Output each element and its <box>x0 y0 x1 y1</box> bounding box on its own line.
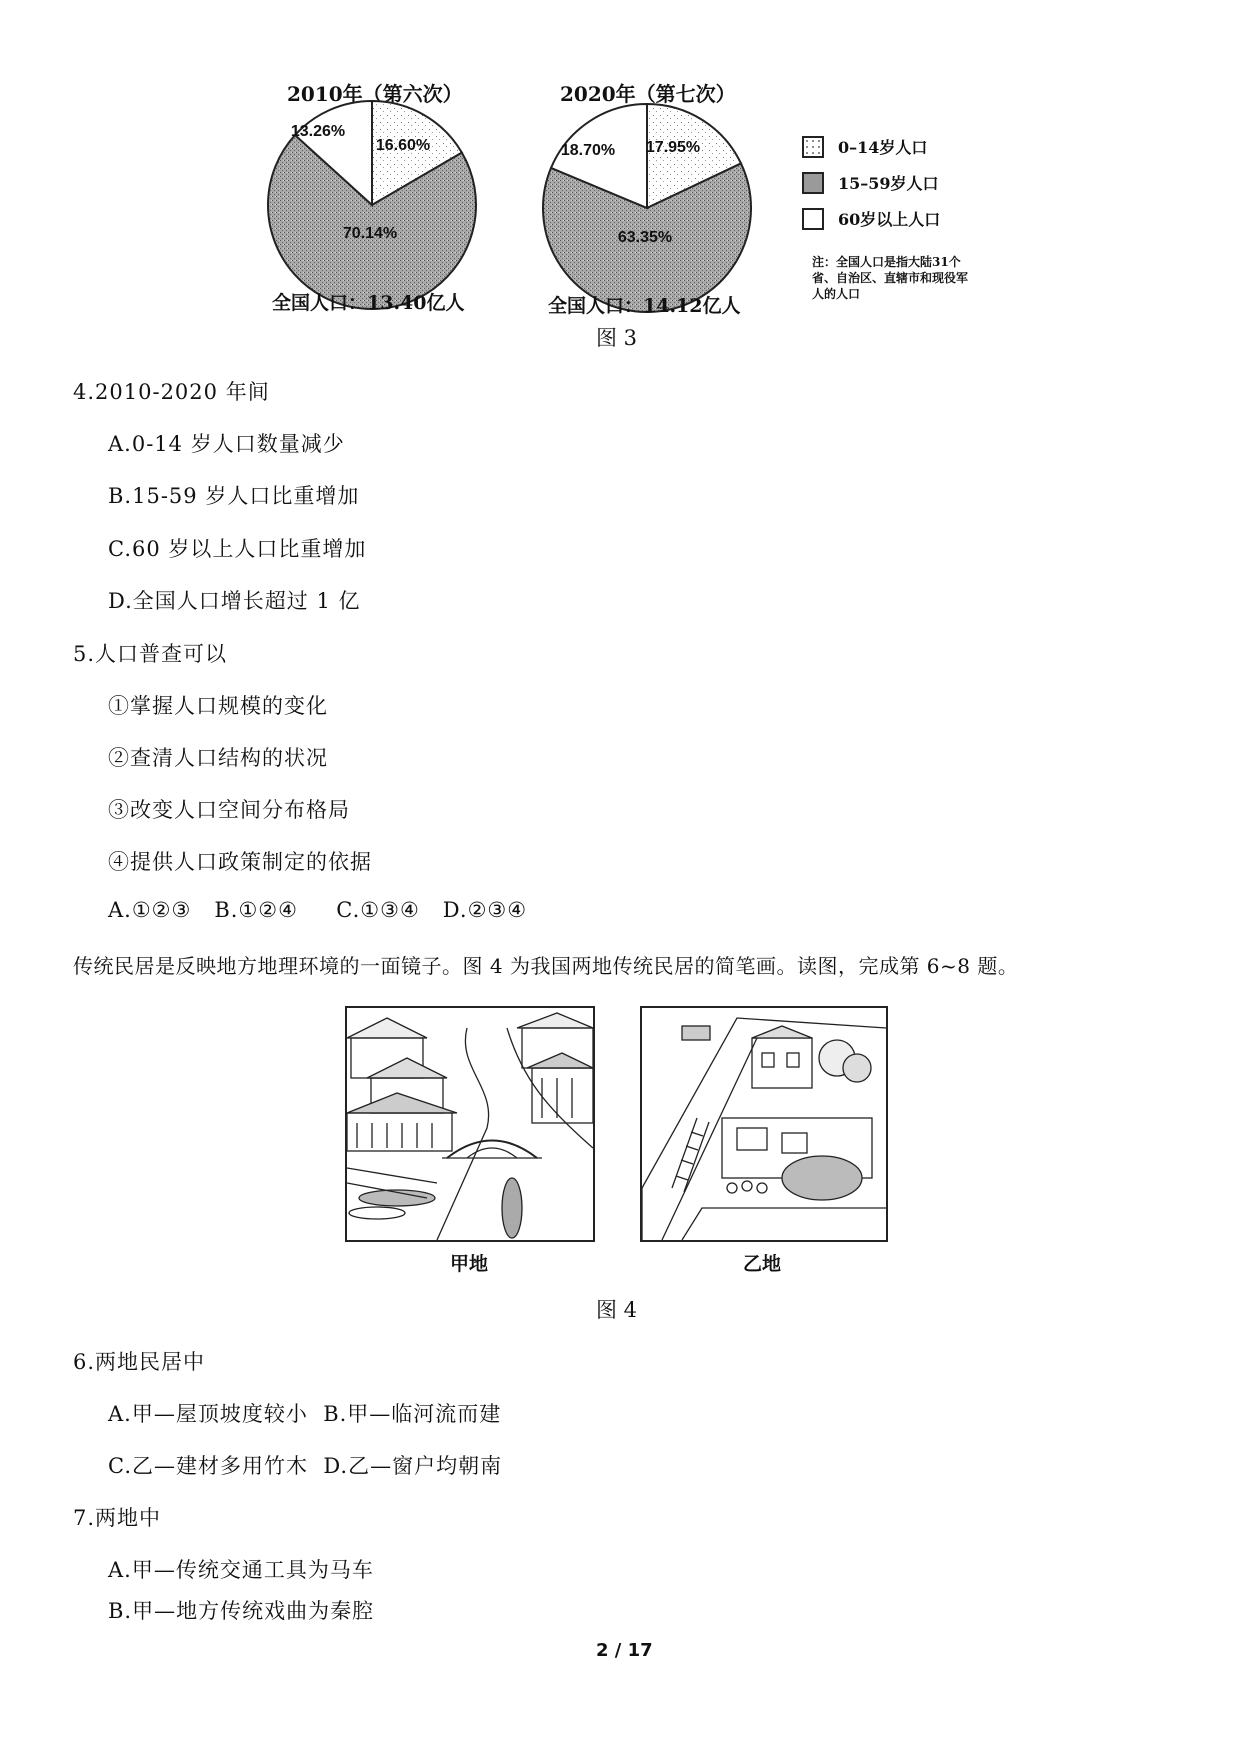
legend-note: 注：全国人口是指大陆31个省、自治区、直辖市和现役军人的人口 <box>812 255 969 301</box>
q4-option-d: D.全国人口增长超过 1 亿 <box>108 589 361 613</box>
legend-label-60plus: 60岁以上人口 <box>838 210 941 229</box>
pie-1-label-slice-15-59: 63.35% <box>617 229 673 246</box>
water-town-sketch-icon <box>347 1008 593 1240</box>
q4-option-c: C.60 岁以上人口比重增加 <box>108 537 367 561</box>
q5-item-2: ②查清人口结构的状况 <box>108 746 328 770</box>
q7-stem: 7.两地中 <box>73 1506 162 1530</box>
q6-stem: 6.两地民居中 <box>73 1350 206 1374</box>
q7-option-a: A.甲—传统交通工具为马车 <box>108 1558 374 1582</box>
q5-item-3: ③改变人口空间分布格局 <box>108 798 350 822</box>
q5-item-4: ④提供人口政策制定的依据 <box>108 850 372 874</box>
total-pop-2010: 全国人口：13.40亿人 <box>272 292 465 314</box>
pie-1-label-slice-60plus: 18.70% <box>560 142 616 159</box>
sketch-yi <box>640 1006 888 1242</box>
legend-swatch-0-14 <box>802 136 824 158</box>
pie-0-label-slice-0-14: 16.60% <box>375 137 431 154</box>
q5-item-1: ①掌握人口规模的变化 <box>108 694 328 718</box>
chart-title-2020: 2020年（第七次） <box>560 82 736 106</box>
chart-title-2010: 2010年（第六次） <box>287 82 463 106</box>
total-pop-2020: 全国人口：14.12亿人 <box>548 295 741 317</box>
pie-0-label-slice-15-59: 70.14% <box>342 225 398 242</box>
pie-2020 <box>543 104 751 312</box>
pie-0-label-slice-60plus: 13.26% <box>290 123 346 140</box>
legend-label-0-14: 0–14岁人口 <box>838 138 928 157</box>
q7-option-b: B.甲—地方传统戏曲为秦腔 <box>108 1599 375 1623</box>
page-number: 2 / 17 <box>596 1640 653 1661</box>
pie-charts <box>0 0 1240 320</box>
figure4-caption: 图 4 <box>596 1298 638 1322</box>
pie-2010 <box>268 101 476 309</box>
q5-stem: 5.人口普查可以 <box>73 642 228 666</box>
label-jia: 甲地 <box>450 1253 489 1275</box>
legend-swatch-60plus <box>802 208 824 230</box>
figure3-caption: 图 3 <box>596 326 638 350</box>
q4-stem: 4.2010-2020 年间 <box>73 380 270 404</box>
legend-label-15-59: 15–59岁人口 <box>838 174 939 193</box>
label-yi: 乙地 <box>743 1253 782 1275</box>
legend-swatch-15-59 <box>802 172 824 194</box>
q4-option-a: A.0-14 岁人口数量减少 <box>108 432 345 456</box>
q6-options-line2: C.乙—建材多用竹木 D.乙—窗户均朝南 <box>108 1454 503 1478</box>
pie-1-label-slice-0-14: 17.95% <box>645 139 701 156</box>
q5-answers: A.①②③ B.①②④ C.①③④ D.②③④ <box>108 898 528 922</box>
q4-option-b: B.15-59 岁人口比重增加 <box>108 484 360 508</box>
q6-options-line1: A.甲—屋顶坡度较小 B.甲—临河流而建 <box>108 1402 502 1426</box>
courtyard-sketch-icon <box>642 1008 886 1240</box>
intro-text: 传统民居是反映地方地理环境的一面镜子。图 4 为我国两地传统民居的简笔画。读图，完成第 6~8 题。 <box>73 954 1019 978</box>
sketch-jia <box>345 1006 595 1242</box>
